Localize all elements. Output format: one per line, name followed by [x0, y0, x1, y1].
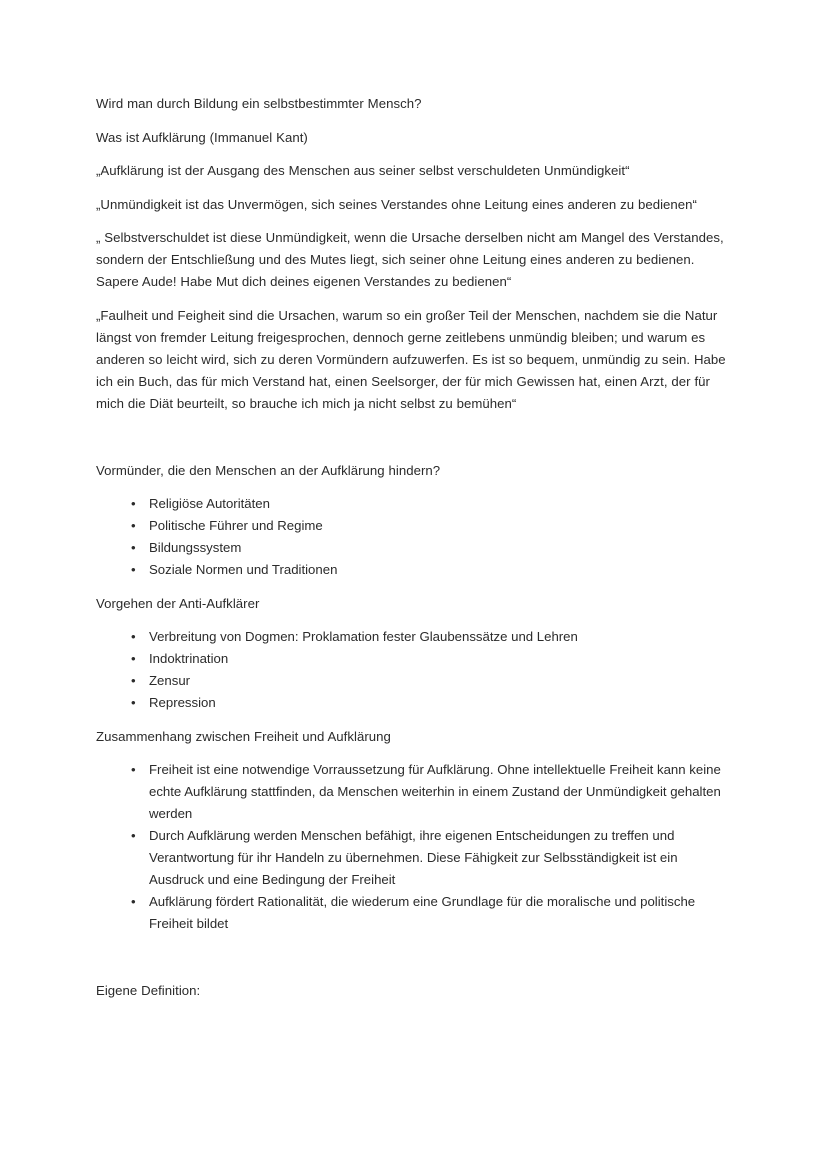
list-item: [96, 825, 728, 891]
list-item-label: Politische Führer und Regime: [149, 518, 323, 533]
list-item: [96, 891, 728, 935]
list-item: [96, 648, 728, 670]
bullet-icon: •: [131, 673, 136, 688]
heading-was-ist-aufklaerung: Was ist Aufklärung (Immanuel Kant): [96, 129, 308, 145]
blank-line-spacer-1: [96, 426, 728, 448]
bullet-icon: •: [131, 828, 136, 843]
list-item: [96, 493, 728, 515]
list-item-label: Bildungssystem: [149, 540, 242, 555]
heading-zusammenhang-freiheit-aufklaerung: Zusammenhang zwischen Freiheit und Aufklärung: [96, 728, 391, 744]
list-item-label: Soziale Normen und Traditionen: [149, 562, 338, 577]
bullet-icon: •: [131, 518, 136, 533]
list-item: [96, 626, 728, 648]
kant-quote-2: „Unmündigkeit ist das Unvermögen, sich seines Verstandes ohne Leitung eines anderen zu bedienen“: [96, 196, 697, 212]
list-vorgehen: [96, 626, 728, 714]
list-item-label: Durch Aufklärung werden Menschen befähigt, ihre eigenen Entscheidungen zu treffen und Verantwortung für ihr Handeln zu übernehmen. Diese Fähigkeit zur Selbsständigkeit ist ein Ausdruck und eine Bedingung der Freiheit: [149, 828, 678, 887]
list-item-label: Zensur: [149, 673, 191, 688]
blank-line-spacer-2: [96, 947, 728, 969]
list-item: [96, 692, 728, 714]
kant-quote-1: „Aufklärung ist der Ausgang des Menschen aus seiner selbst verschuldeten Unmündigkeit“: [96, 163, 630, 178]
list-item: [96, 759, 728, 825]
bullet-icon: •: [131, 629, 136, 644]
list-item-label: Religiöse Autoritäten: [149, 496, 270, 511]
bullet-icon: •: [131, 695, 136, 710]
list-item-label: Indoktrination: [149, 651, 229, 666]
list-item: [96, 537, 728, 559]
bullet-icon: •: [131, 651, 136, 666]
kant-quote-3: „ Selbstverschuldet ist diese Unmündigkeit, wenn die Ursache derselben nicht am Mangel des Verstandes, sondern der Entschließung und des Mutes liegt, sich seiner ohne Leitung eines anderen zu bedienen. Sapere Aude! Habe Mut dich deines eigenen Verstandes zu bedienen“: [96, 230, 724, 289]
heading-vorgehen-anti-aufklaerer: Vorgehen der Anti-Aufklärer: [96, 595, 260, 611]
bullet-icon: •: [131, 496, 136, 511]
list-zusammenhang: [96, 759, 728, 935]
list-item: [96, 559, 728, 581]
list-item-label: Aufklärung fördert Rationalität, die wiederum eine Grundlage für die moralische und politische Freiheit bildet: [149, 894, 696, 931]
list-vormuender: [96, 493, 728, 581]
bullet-icon: •: [131, 762, 136, 777]
list-item: [96, 515, 728, 537]
bullet-icon: •: [131, 894, 136, 909]
document-body: [96, 93, 728, 1014]
list-item-label: Repression: [149, 695, 216, 710]
bullet-icon: •: [131, 562, 136, 577]
list-item-label: Verbreitung von Dogmen: Proklamation fester Glaubenssätze und Lehren: [149, 629, 578, 644]
list-item: [96, 670, 728, 692]
list-item-label: Freiheit ist eine notwendige Vorraussetzung für Aufklärung. Ohne intellektuelle Freiheit kann keine echte Aufklärung stattfinden, da Menschen weiterhin in einem Zustand der Unmündigkeit gehalten werden: [149, 762, 721, 821]
heading-eigene-definition: Eigene Definition:: [96, 983, 201, 998]
kant-quote-4: „Faulheit und Feigheit sind die Ursachen, warum so ein großer Teil der Menschen, nachdem sie die Natur längst von fremder Leitung freigesprochen, dennoch gerne zeitlebens unmündig bleiben; und warum es anderen so leicht wird, sich zu deren Vormündern aufzuwerfen. Es ist so bequem, unmündig zu sein. Habe ich ein Buch, das für mich Verstand hat, einen Seelsorger, der für mich Gewissen hat, einen Arzt, der für mich die Diät beurteilt, so brauche ich mich ja nicht selbst zu bemühen“: [96, 307, 726, 411]
bullet-icon: •: [131, 540, 136, 555]
heading-vormuender: Vormünder, die den Menschen an der Aufklärung hindern?: [96, 462, 441, 478]
document-title-line: Wird man durch Bildung ein selbstbestimmter Mensch?: [96, 96, 422, 111]
